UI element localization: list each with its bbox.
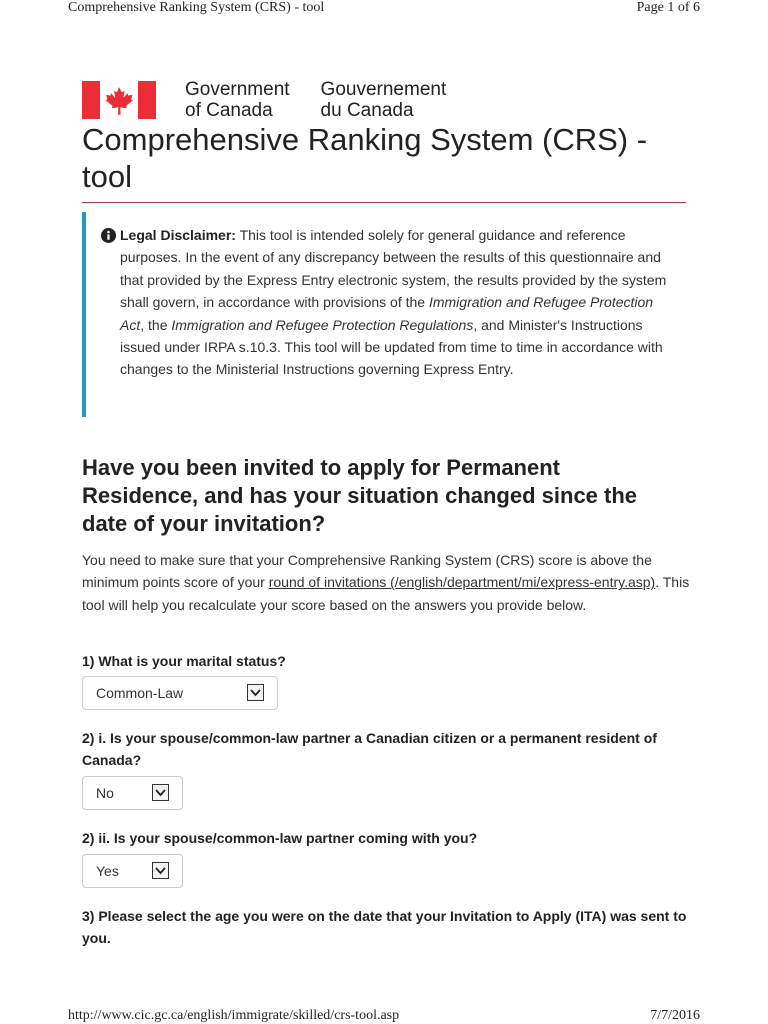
print-header: [68, 0, 700, 22]
print-header-title: Comprehensive Ranking System (CRS) - tool: [68, 0, 325, 15]
spouse-coming-value: Yes: [96, 863, 119, 879]
spouse-citizen-select[interactable]: [82, 776, 183, 810]
spouse-citizen-value: No: [96, 785, 114, 801]
print-footer-date: 7/7/2016: [650, 1008, 700, 1023]
irpa-regulations-name: Immigration and Refugee Protection Regulations: [171, 316, 474, 333]
print-footer-url: http://www.cic.gc.ca/english/immigrate/skilled/crs-tool.asp: [68, 1008, 400, 1023]
question-1-label: 1) What is your marital status?: [82, 653, 286, 669]
disclaimer-text-1: This tool is intended solely for general guidance and reference purposes. In the event of any discrepancy between the results of this questionnaire and that provided by the Express Entry electronic system, the results provided by the system shall govern, in accordance with provisions of the: [120, 227, 667, 311]
disclaimer-label: Legal Disclaimer:: [120, 227, 236, 243]
irpa-act-name: Immigration and Refugee Protection Act: [120, 294, 654, 333]
legal-disclaimer-alert: [82, 212, 686, 417]
disclaimer-text-2: , the: [140, 316, 172, 333]
disclaimer-text: [120, 224, 678, 381]
canada-flag-icon: [82, 81, 156, 119]
gov-fr-line1: Gouvernement: [320, 79, 447, 100]
intro-text-1: You need to make sure that your Comprehensive Ranking System (CRS) score is above the minimum points score of your: [82, 552, 652, 591]
government-of-canada-french: [321, 79, 447, 121]
chevron-down-icon[interactable]: [247, 684, 264, 701]
section-heading: Have you been invited to apply for Permanent Residence, and has your situation changed since the date of your invitation?: [82, 455, 638, 536]
question-2i-label: 2) i. Is your spouse/common-law partner a Canadian citizen or a permanent resident of Canada?: [82, 730, 657, 769]
question-3-label: 3) Please select the age you were on the date that your Invitation to Apply (ITA) was sent to you.: [82, 908, 687, 947]
question-2ii-label: 2) ii. Is your spouse/common-law partner coming with you?: [82, 830, 478, 846]
intro-paragraph: [82, 549, 692, 616]
intro-text-2: . This tool will help you recalculate your score based on the answers you provide below.: [82, 574, 690, 613]
chevron-down-icon[interactable]: [152, 862, 169, 879]
title-divider: [82, 202, 686, 203]
gov-fr-line2: du Canada: [320, 100, 414, 121]
government-signature[interactable]: [82, 78, 446, 122]
print-page-number: Page 1 of 6: [636, 0, 700, 15]
disclaimer-text-3: , and Minister's Instructions issued under IRPA s.10.3. This tool will be updated from time to time in accordance with changes to the Ministerial Instructions governing Express Entry.: [120, 316, 663, 378]
print-footer: [68, 1002, 700, 1024]
government-of-canada-english: [185, 79, 290, 121]
info-circle-icon: [101, 228, 116, 243]
spouse-coming-select[interactable]: [82, 854, 183, 888]
marital-status-value: Common-Law: [96, 685, 184, 701]
gov-en-line2: of Canada: [185, 100, 273, 121]
gov-en-line1: Government: [185, 79, 290, 100]
chevron-down-icon[interactable]: [152, 784, 169, 801]
round-of-invitations-link[interactable]: round of invitations (/english/department/mi/express-entry.asp): [268, 574, 656, 591]
marital-status-select[interactable]: [82, 676, 278, 710]
page-title: Comprehensive Ranking System (CRS) - tool: [82, 122, 648, 194]
